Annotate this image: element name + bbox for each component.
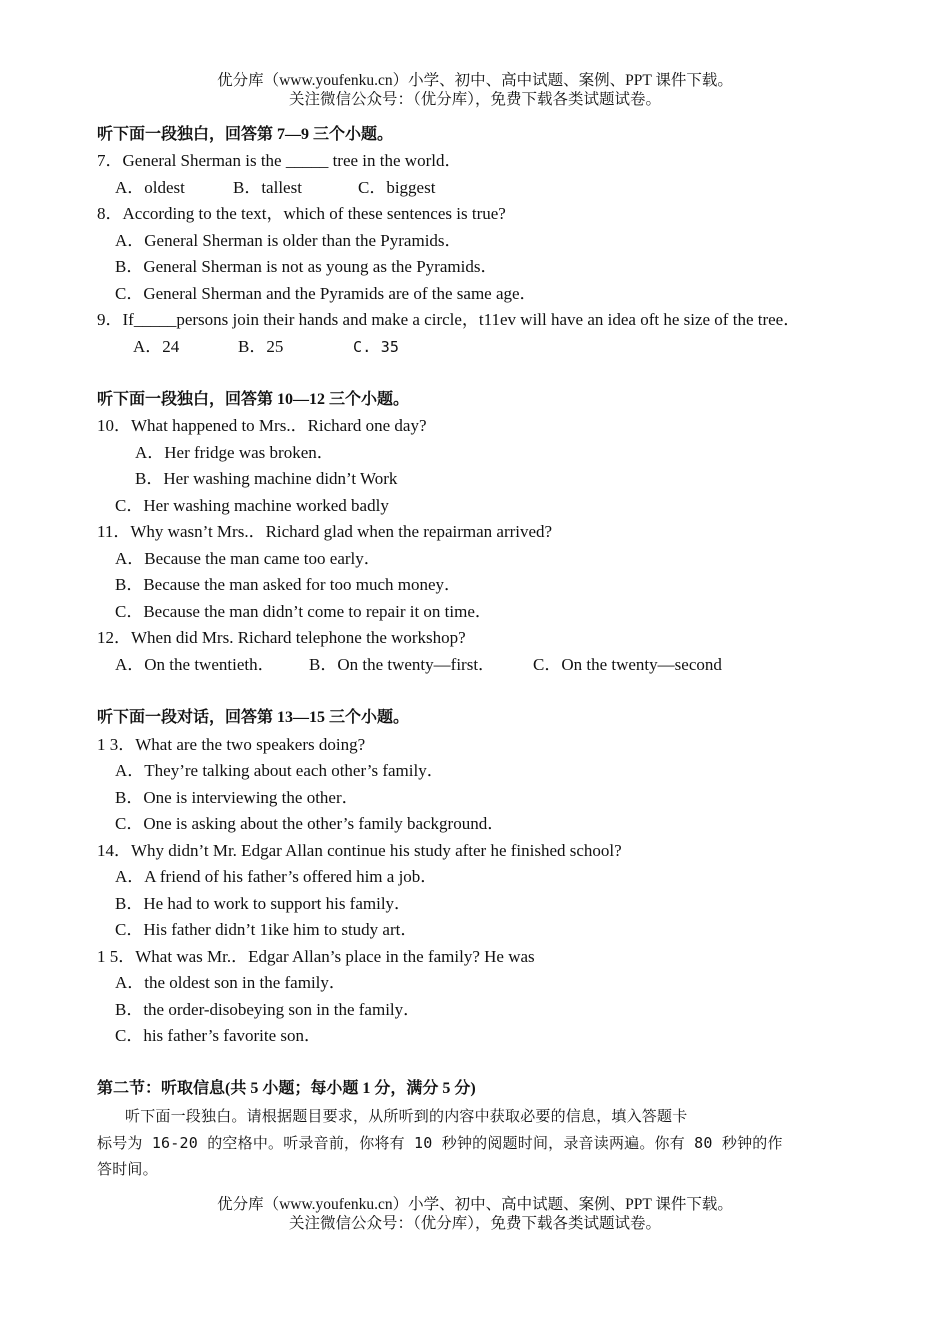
option-9a: A．24 [133,337,180,356]
option-9b: B．25 [238,337,284,356]
option-13a: A．They’re talking about each other’s family． [115,761,444,780]
option-7a: A．oldest [115,178,185,197]
question-15: 1 5．What was Mr.．Edgar Allan’s place in the family? He was [97,947,535,966]
option-13c: C．One is asking about the other’s family background． [115,814,505,833]
option-7b: B．tallest [233,178,302,197]
option-9c: C. 35 [353,338,400,356]
option-10a: A．Her fridge was broken． [135,443,334,462]
option-11b: B．Because the man asked for too much money． [115,575,462,594]
question-13: 1 3．What are the two speakers doing? [97,735,366,754]
option-10b: B．Her washing machine didn’t Work [135,469,398,488]
question-14: 14．Why didn’t Mr. Edgar Allan continue his study after he finished school? [97,841,622,860]
option-12c: C．On the twenty—second [533,655,722,674]
question-10: 10．What happened to Mrs.．Richard one day? [97,416,427,435]
question-11: 11．Why wasn’t Mrs.．Richard glad when the repairman arrived? [97,522,553,541]
question-8: 8．According to the text，which of these sentences is true? [97,204,506,223]
part-2-instructions-line-1: 听下面一段独白。请根据题目要求，从所听到的内容中获取必要的信息，填入答题卡 [125,1107,688,1125]
option-14c: C．His father didn’t 1ike him to study art． [115,920,418,939]
option-15a: A．the oldest son in the family． [115,973,346,992]
option-8c: C．General Sherman and the Pyramids are of the same age． [115,284,537,303]
question-12: 12．When did Mrs. Richard telephone the workshop? [97,628,466,647]
option-11a: A．Because the man came too early． [115,549,381,568]
option-11c: C．Because the man didn’t come to repair it on time． [115,602,492,621]
question-9: 9．If_____persons join their hands and make a circle，t11ev will have an idea oft he size of the tree． [97,310,801,329]
option-15b: B．the order-disobeying son in the family． [115,1000,421,1019]
footer-line-1: 优分库（www.youfenku.cn）小学、初中、高中试题、案例、PPT 课件下载。 [217,1196,733,1213]
part-2-instructions-line-3: 答时间。 [97,1160,158,1178]
section-title: 听下面一段对话，回答第 13—15 三个小题。 [97,709,410,726]
option-8a: A．General Sherman is older than the Pyramids． [115,231,462,250]
option-13b: B．One is interviewing the other． [115,788,359,807]
option-15c: C．his father’s favorite son． [115,1026,322,1045]
question-7: 7．General Sherman is the _____ tree in the world． [97,151,462,170]
part-2-title: 第二节：听取信息(共 5 小题；每小题 1 分，满分 5 分) [97,1080,476,1097]
footer-line-2: 关注微信公众号：（优分库），免费下载各类试题试卷。 [288,1215,661,1232]
option-14b: B．He had to work to support his family． [115,894,412,913]
option-8b: B．General Sherman is not as young as the Pyramids． [115,257,498,276]
section-title: 听下面一段独白，回答第 7—9 三个小题。 [97,126,394,143]
option-12b: B．On the twenty—first． [309,655,496,674]
header-line-2: 关注微信公众号：（优分库），免费下载各类试题试卷。 [288,91,661,108]
part-2-instructions-line-2: 标号为 16-20 的空格中。听录音前，你将有 10 秒钟的阅题时间，录音读两遍。你有 80 秒钟的作 [97,1134,783,1152]
option-14a: A．A friend of his father’s offered him a job． [115,867,438,886]
option-7c: C．biggest [358,178,436,197]
header-line-1: 优分库（www.youfenku.cn）小学、初中、高中试题、案例、PPT 课件下载。 [217,72,733,89]
option-12a: A．On the twentieth． [115,655,275,674]
option-10c: C．Her washing machine worked badly [115,496,389,515]
section-title: 听下面一段独白，回答第 10—12 三个小题。 [97,391,410,408]
